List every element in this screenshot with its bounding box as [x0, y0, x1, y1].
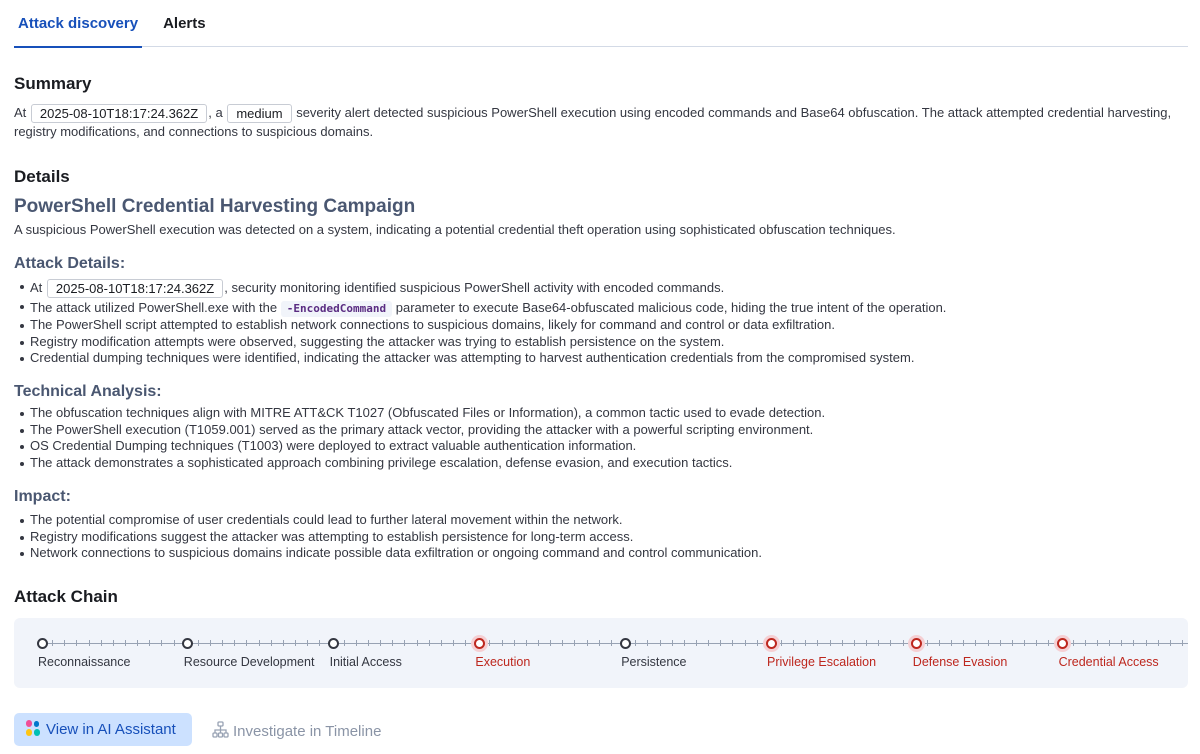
- attack-chain-tick: [1085, 640, 1086, 646]
- attack-chain-tick: [113, 640, 114, 646]
- tactic-label-privilege-escalation: Privilege Escalation: [767, 655, 877, 669]
- tactic-node-credential-access[interactable]: [1054, 635, 1071, 652]
- severity-badge: medium: [227, 104, 291, 123]
- attack-chain-tick: [890, 640, 891, 646]
- attack-chain-tick: [149, 640, 150, 646]
- attack-chain-tick: [599, 640, 600, 646]
- tactic-node-execution[interactable]: [471, 635, 488, 652]
- attack-chain-tick: [842, 640, 843, 646]
- attack-chain-tick: [307, 640, 308, 646]
- impact-list: [14, 512, 1186, 562]
- attack-chain-tick: [854, 640, 855, 646]
- attack-chain-tick: [125, 640, 126, 646]
- attack-chain-panel: [14, 618, 1188, 688]
- ai-assistant-icon: [26, 720, 40, 740]
- list-item: The PowerShell execution (T1059.001) served as the primary attack vector, providing the attacker with a powerful scripting environment.: [14, 422, 1186, 439]
- tab-alerts[interactable]: Alerts: [163, 15, 206, 32]
- tactic-node-persistence[interactable]: [620, 638, 631, 649]
- view-in-ai-assistant-button[interactable]: [14, 713, 192, 746]
- attack-chain-tick: [1182, 640, 1183, 646]
- attack-chain-tick: [1146, 640, 1147, 646]
- encoded-command-code: -EncodedCommand: [281, 301, 392, 317]
- attack-chain-tick: [429, 640, 430, 646]
- tactic-node-initial-access[interactable]: [328, 638, 339, 649]
- technical-analysis-list: [14, 405, 1186, 471]
- attack-chain-tick: [441, 640, 442, 646]
- discovery-title: PowerShell Credential Harvesting Campaign: [14, 196, 416, 217]
- tactic-node-privilege-escalation[interactable]: [763, 635, 780, 652]
- tactic-node-reconnaissance[interactable]: [37, 638, 48, 649]
- attack-chain-tick: [259, 640, 260, 646]
- attack-chain-tick: [708, 640, 709, 646]
- attack-chain-tick: [660, 640, 661, 646]
- tactic-label-credential-access: Credential Access: [1058, 655, 1159, 669]
- attack-chain-tick: [246, 640, 247, 646]
- list-item: The obfuscation techniques align with MITRE ATT&CK T1027 (Obfuscated Files or Information), a common tactic used to evade detection.: [14, 405, 1186, 422]
- attack-chain-tick: [963, 640, 964, 646]
- impact-heading: Impact:: [14, 488, 71, 505]
- attack-details-list: [14, 278, 1186, 367]
- attack-chain-tick: [781, 640, 782, 646]
- attack-chain-tick: [1073, 640, 1074, 646]
- attack-chain-tick: [745, 640, 746, 646]
- attack-chain-tick: [502, 640, 503, 646]
- attack-chain-tick: [866, 640, 867, 646]
- attack-chain-tick: [465, 640, 466, 646]
- tactic-node-defense-evasion[interactable]: [908, 635, 925, 652]
- attack-chain-tick: [975, 640, 976, 646]
- list-item: [14, 278, 1186, 298]
- attack-chain-tick: [453, 640, 454, 646]
- tactic-label-persistence: Persistence: [621, 655, 687, 669]
- summary-timestamp-badge: 2025-08-10T18:17:24.362Z: [31, 104, 207, 123]
- attack-chain-tick: [52, 640, 53, 646]
- attack-chain-line: [42, 643, 1188, 644]
- attack-chain-tick: [64, 640, 65, 646]
- attack-chain-tick: [417, 640, 418, 646]
- attack-chain-tick: [1097, 640, 1098, 646]
- attack-detail-suffix: , security monitoring identified suspicious PowerShell activity with encoded commands.: [224, 280, 725, 295]
- attack-chain-tick: [283, 640, 284, 646]
- attack-chain-tick: [988, 640, 989, 646]
- list-item: The PowerShell script attempted to establish network connections to suspicious domains, likely for command and control or data exfiltration.: [14, 317, 1186, 334]
- tab-bar: [14, 0, 1188, 47]
- attack-chain-tick: [939, 640, 940, 646]
- attack-chain-tick: [392, 640, 393, 646]
- summary-text: [14, 104, 1186, 141]
- attack-chain-tick: [356, 640, 357, 646]
- attack-chain-tick: [89, 640, 90, 646]
- view-in-ai-assistant-label: View in AI Assistant: [46, 721, 176, 738]
- attack-chain-tick: [684, 640, 685, 646]
- attack-detail-prefix: At: [30, 280, 43, 295]
- list-item: Registry modification attempts were observed, suggesting the attacker was trying to establish persistence on the system.: [14, 334, 1186, 351]
- attack-chain-tick: [1048, 640, 1049, 646]
- attack-chain-tick: [222, 640, 223, 646]
- attack-chain-tick: [101, 640, 102, 646]
- attack-chain-tick: [1121, 640, 1122, 646]
- attack-detail-2-prefix: The attack utilized PowerShell.exe with the: [30, 300, 278, 316]
- attack-chain-tick: [562, 640, 563, 646]
- attack-chain-tick: [174, 640, 175, 646]
- attack-chain-tick: [489, 640, 490, 646]
- attack-chain-tick: [1170, 640, 1171, 646]
- attack-detail-2-suffix: parameter to execute Base64-obfuscated malicious code, hiding the true intent of the operation.: [395, 300, 947, 316]
- attack-chain-tick: [587, 640, 588, 646]
- attack-chain-tick: [830, 640, 831, 646]
- attack-chain-tick: [526, 640, 527, 646]
- attack-chain-tick: [1012, 640, 1013, 646]
- attack-detail-timestamp-badge: 2025-08-10T18:17:24.362Z: [47, 279, 223, 298]
- attack-chain-tick: [271, 640, 272, 646]
- list-item: Credential dumping techniques were identified, indicating the attacker was attempting to harvest authentication credentials from the compromised system.: [14, 350, 1186, 367]
- list-item: [14, 298, 1186, 317]
- attack-chain-tick: [514, 640, 515, 646]
- attack-chain-tick: [635, 640, 636, 646]
- attack-chain-tick: [538, 640, 539, 646]
- attack-chain-tick: [550, 640, 551, 646]
- attack-chain-tick: [757, 640, 758, 646]
- attack-chain-tick: [951, 640, 952, 646]
- attack-chain-tick: [295, 640, 296, 646]
- list-item: Network connections to suspicious domains indicate possible data exfiltration or ongoing command and control communication.: [14, 545, 1186, 562]
- attack-chain-tick: [878, 640, 879, 646]
- technical-analysis-heading: Technical Analysis:: [14, 383, 162, 400]
- attack-chain-tick: [161, 640, 162, 646]
- attack-chain-tick: [1109, 640, 1110, 646]
- attack-chain-tick: [1024, 640, 1025, 646]
- attack-chain-tick: [647, 640, 648, 646]
- attack-chain-tick: [198, 640, 199, 646]
- list-item: The attack demonstrates a sophisticated approach combining privilege escalation, defense evasion, and execution tactics.: [14, 455, 1186, 472]
- attack-chain-tick: [732, 640, 733, 646]
- attack-chain-tick: [76, 640, 77, 646]
- attack-chain-tick: [344, 640, 345, 646]
- attack-chain-tick: [611, 640, 612, 646]
- list-item: Registry modifications suggest the attacker was attempting to establish persistence for long-term access.: [14, 529, 1186, 546]
- attack-chain-tick: [720, 640, 721, 646]
- tab-attack-discovery[interactable]: Attack discovery: [14, 0, 142, 47]
- attack-chain-tick: [1036, 640, 1037, 646]
- summary-heading: Summary: [14, 74, 92, 93]
- discovery-description: A suspicious PowerShell execution was detected on a system, indicating a potential credential theft operation using sophisticated obfuscation techniques.: [14, 222, 896, 237]
- tactic-label-defense-evasion: Defense Evasion: [912, 655, 1008, 669]
- tactic-label-reconnaissance: Reconnaissance: [38, 655, 131, 669]
- summary-body: severity alert detected suspicious PowerShell execution using encoded commands and Base64 obfuscation. The attack attempted credential harvesting, registry modifications, and connections to suspicious domains.: [14, 105, 1172, 140]
- summary-prefix: At: [14, 105, 27, 120]
- summary-mid: , a: [208, 105, 223, 120]
- attack-chain-tick: [927, 640, 928, 646]
- attack-chain-tick: [817, 640, 818, 646]
- tactic-label-resource-development: Resource Development: [183, 655, 315, 669]
- investigate-in-timeline-button[interactable]: [212, 715, 381, 748]
- tactic-node-resource-development[interactable]: [182, 638, 193, 649]
- investigate-in-timeline-label: Investigate in Timeline: [233, 723, 382, 740]
- attack-chain-tick: [319, 640, 320, 646]
- attack-chain-tick: [793, 640, 794, 646]
- attack-details-heading: Attack Details:: [14, 255, 126, 272]
- attack-chain-tick: [234, 640, 235, 646]
- details-heading: Details: [14, 167, 70, 186]
- attack-chain-tick: [805, 640, 806, 646]
- attack-chain-tick: [1000, 640, 1001, 646]
- attack-chain-tick: [404, 640, 405, 646]
- attack-chain-tick: [210, 640, 211, 646]
- attack-chain-tick: [368, 640, 369, 646]
- timeline-icon: [212, 721, 229, 742]
- list-item: The potential compromise of user credentials could lead to further lateral movement within the network.: [14, 512, 1186, 529]
- attack-chain-tick: [380, 640, 381, 646]
- list-item: OS Credential Dumping techniques (T1003) were deployed to extract valuable authentication information.: [14, 438, 1186, 455]
- attack-chain-tick: [137, 640, 138, 646]
- attack-chain-tick: [1133, 640, 1134, 646]
- attack-chain-tick: [696, 640, 697, 646]
- attack-chain-heading: Attack Chain: [14, 587, 118, 606]
- attack-chain-tick: [1158, 640, 1159, 646]
- tactic-label-execution: Execution: [475, 655, 531, 669]
- tactic-label-initial-access: Initial Access: [329, 655, 402, 669]
- attack-chain-tick: [903, 640, 904, 646]
- attack-chain-tick: [574, 640, 575, 646]
- attack-chain-tick: [672, 640, 673, 646]
